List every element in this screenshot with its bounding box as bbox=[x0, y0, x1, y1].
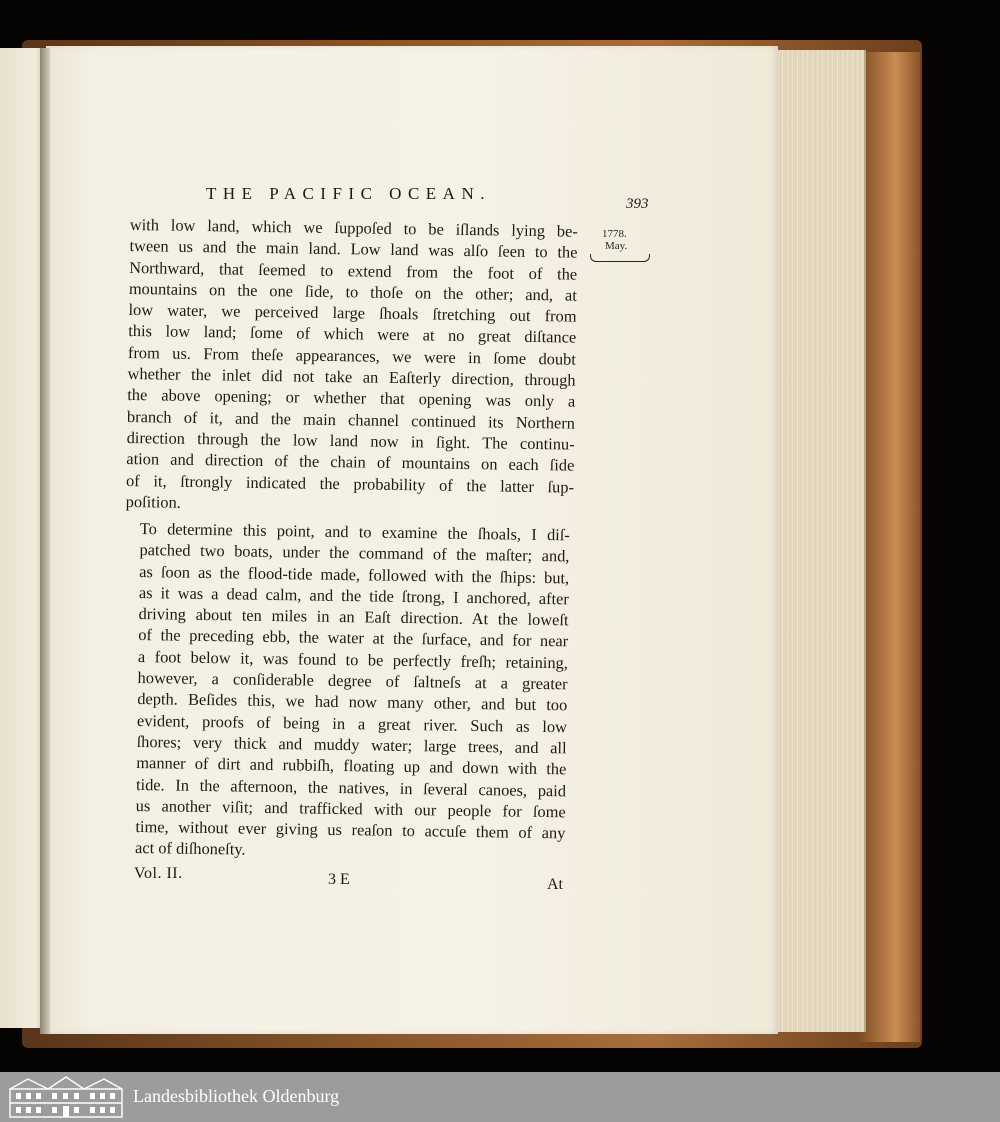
library-building-icon bbox=[8, 1075, 124, 1119]
text-line: however, a conſiderable degree of ſaltneſs at a greater bbox=[137, 668, 568, 694]
library-name: Landesbibliothek Oldenburg bbox=[133, 1086, 340, 1106]
text-line: time, without ever giving us reaſon to accuſe them of any bbox=[135, 817, 566, 843]
signature-mark: 3 E bbox=[328, 871, 350, 888]
text-line: manner of dirt and rubbiſh, floating up and down with the bbox=[136, 753, 567, 779]
text-line: ſhores; very thick and muddy water; large trees, and all bbox=[136, 731, 567, 758]
left-page-edge bbox=[0, 48, 44, 1028]
text-line: of the preceding ebb, the water at the ſurface, and for near bbox=[138, 625, 569, 651]
text-line: tween us and the main land. Low land was alſo ſeen to the bbox=[129, 236, 578, 262]
margin-note-year: 1778. bbox=[602, 228, 627, 240]
text-line: us another viſit; and trafficked with our people for ſome bbox=[135, 795, 566, 822]
text-line: as ſoon as the flood-tide made, followed with the ſhips: but, bbox=[139, 561, 570, 587]
text-line: evident, proofs of being in a great river. Such as low bbox=[136, 710, 568, 737]
text-line: the above opening; or whether that opening was only a bbox=[127, 385, 576, 412]
text-line: depth. Beſides this, we had now many other, and but too bbox=[137, 689, 568, 715]
text-line: tide. In the afternoon, the natives, in ſeveral canoes, paid bbox=[135, 774, 567, 800]
paragraph-1 bbox=[126, 214, 578, 519]
text-line: whether the inlet did not take an Eaſterly direction, through bbox=[127, 364, 576, 390]
catchword: At bbox=[547, 876, 563, 893]
text-line: direction through the low land now in ſight. The continu- bbox=[126, 427, 575, 454]
text-line: branch of it, and the main channel continued its Northern bbox=[126, 406, 576, 433]
text-line: ation and direction of the chain of mountains on each ſide bbox=[126, 449, 575, 475]
volume-label: Vol. II. bbox=[134, 865, 183, 882]
text-line: low water, we perceived large ſhoals ſtretching out from bbox=[128, 300, 577, 326]
text-line: driving about ten miles in an Eaſt direction. At the loweſt bbox=[138, 604, 569, 630]
margin-brace bbox=[590, 254, 650, 262]
text-line: a foot below it, was found to be perfectly freſh; retaining, bbox=[137, 646, 569, 673]
text-line: of it, ſtrongly indicated the probability of the latter ſup- bbox=[125, 470, 575, 497]
text-line: To determine this point, and to examine the ſhoals, I diſ- bbox=[139, 518, 570, 545]
margin-note-month: May. bbox=[605, 240, 628, 252]
text-line: as it was a dead calm, and the tide ſtrong, I anchored, after bbox=[138, 582, 569, 609]
text-line: this low land; ſome of which were at no great diſtance bbox=[128, 321, 577, 348]
paragraph-2 bbox=[135, 518, 570, 865]
text-line: act of diſhoneſty. bbox=[134, 838, 246, 860]
gutter bbox=[40, 48, 50, 1034]
text-line: from us. From theſe appearances, we were in ſome doubt bbox=[127, 342, 577, 369]
running-head: THE PACIFIC OCEAN. bbox=[206, 184, 491, 203]
text-line: mountains on the one ſide, to thoſe on the other; and, at bbox=[128, 278, 577, 305]
text-line: patched two boats, under the command of the maſter; and, bbox=[139, 540, 570, 566]
cover-edge bbox=[858, 52, 920, 1042]
page-number: 393 bbox=[626, 196, 649, 212]
text-line: poſition. bbox=[125, 491, 181, 512]
text-line: Northward, that ſeemed to extend from the foot of the bbox=[129, 257, 578, 284]
text-line: with low land, which we ſuppoſed to be iſlands lying be- bbox=[129, 214, 578, 241]
page-block-edges bbox=[774, 50, 866, 1032]
